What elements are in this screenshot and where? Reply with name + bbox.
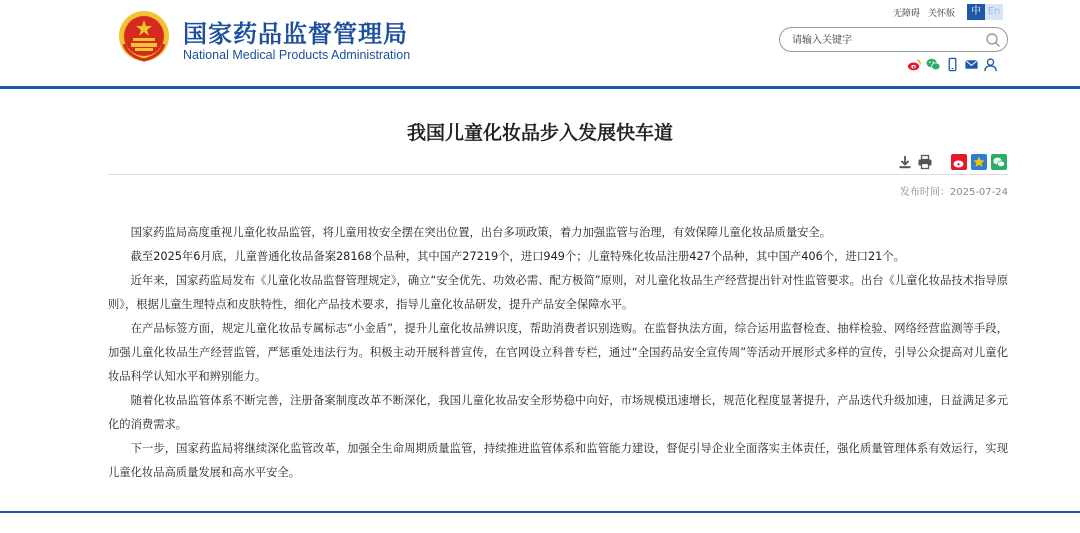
search-icon[interactable] [985, 32, 1001, 48]
mobile-icon[interactable] [945, 57, 960, 72]
publish-date [900, 183, 1008, 198]
language-switch [967, 4, 1003, 20]
article-paragraph: 国家药监局高度重视儿童化妆品监管，将儿童用妆安全摆在突出位置，出台多项政策，着力加强监管与治理，有效保障儿童化妆品质量安全。 [130, 226, 832, 239]
article-paragraph: 近年来，国家药监局发布《儿童化妆品监督管理规定》，确立“安全优先、功效必需、配方极简”原则，对儿童化妆品生产经营提出针对性监管要求。出台《儿童化妆品技术指导原则》，根据儿童生理特点和皮肤特性，细化产品技术要求，指导儿童化妆品研发，提升产品安全保障水平。 [108, 274, 1008, 311]
header-divider [0, 86, 1080, 89]
footer-divider [0, 511, 1080, 513]
article-paragraph: 下一步，国家药监局将继续深化监管改革，加强全生命周期质量监管，持续推进监管体系和监管能力建设，督促引导企业全面落实主体责任，强化质量管理体系有效运行，实现儿童化妆品高质量发展和高水平安全。 [108, 442, 1008, 479]
article-paragraph: 截至2025年6月底，儿童普通化妆品备案28168个品种，其中国产27219个，进口949个；儿童特殊化妆品注册427个品种，其中国产406个，进口21个。 [130, 250, 905, 263]
article-title: 我国儿童化妆品步入发展快车道 [406, 122, 673, 144]
social-links [907, 57, 998, 72]
accessibility-link[interactable]: 无障碍 [893, 8, 921, 19]
search-input[interactable] [792, 32, 972, 48]
article-tools [897, 154, 1007, 170]
top-nav [893, 4, 1003, 20]
article-body [108, 221, 1008, 485]
site-header [0, 0, 1080, 88]
org-name-cn[interactable]: 国家药品监督管理局 [183, 20, 408, 48]
qzone-share-icon[interactable] [971, 154, 987, 170]
article-paragraph: 随着化妆品监管体系不断完善，注册备案制度改革不断深化，我国儿童化妆品安全形势稳中向好，市场规模迅速增长，规范化程度显著提升，产品迭代升级加速，日益满足多元化的消费需求。 [108, 394, 1008, 431]
print-icon[interactable] [917, 154, 933, 170]
wechat-icon[interactable] [926, 57, 941, 72]
national-emblem-icon[interactable] [118, 10, 170, 62]
publish-date-value: 2025-07-24 [949, 187, 1008, 198]
lang-en-button[interactable]: En [985, 4, 1003, 20]
download-icon[interactable] [897, 154, 913, 170]
elder-mode-link[interactable]: 关怀版 [928, 8, 956, 19]
publish-date-label: 发布时间： [899, 187, 950, 198]
mail-icon[interactable] [964, 57, 979, 72]
lang-zh-button[interactable]: 中 [967, 4, 985, 20]
date-row [108, 174, 1008, 198]
search-box [779, 27, 1008, 52]
org-name-en[interactable]: National Medical Products Administration [183, 48, 411, 62]
weibo-share-icon[interactable] [951, 154, 967, 170]
article-paragraph: 在产品标签方面，规定儿童化妆品专属标志“小金盾”，提升儿童化妆品辨识度，帮助消费者识别选购。在监督执法方面，综合运用监督检查、抽样检验、网络经营监测等手段，加强儿童化妆品生产经营监管，严惩重处违法行为。积极主动开展科普宣传，在官网设立科普专栏，通过“全国药品安全宣传周”等活动开展形式多样的宣传，引导公众提高对儿童化妆品科学认知水平和辨别能力。 [108, 322, 1008, 383]
weibo-icon[interactable] [907, 57, 922, 72]
wechat-share-icon[interactable] [991, 154, 1007, 170]
user-icon[interactable] [983, 57, 998, 72]
